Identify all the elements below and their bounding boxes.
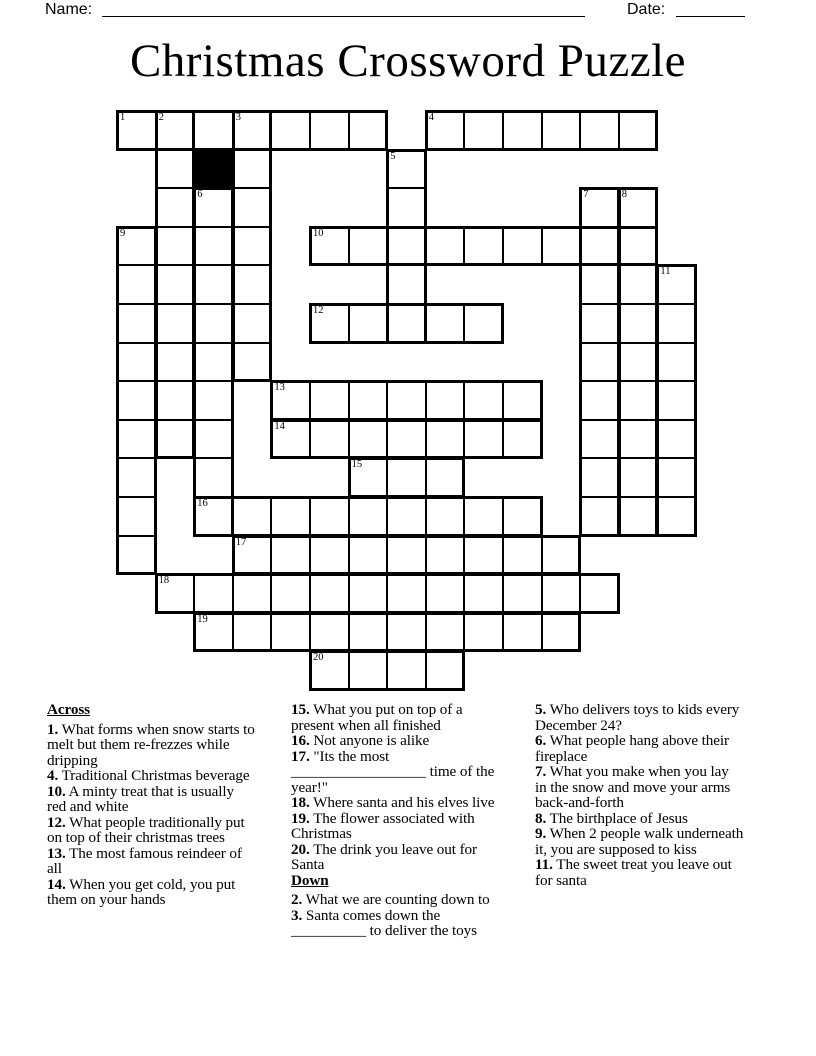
grid-cell — [116, 303, 157, 344]
grid-cell — [579, 303, 620, 344]
grid-cell — [270, 573, 311, 614]
clue-number: 11. — [535, 856, 553, 873]
clue-list-header: Across — [47, 701, 90, 718]
grid-cell — [155, 342, 196, 383]
grid-cell — [618, 187, 659, 228]
grid-cell — [232, 573, 273, 614]
grid-cell — [348, 303, 389, 344]
grid-cell — [425, 380, 466, 421]
grid-cell — [232, 496, 273, 537]
grid-cell — [348, 110, 389, 151]
black-cell — [193, 149, 234, 190]
grid-cell — [386, 573, 427, 614]
grid-cell — [309, 535, 350, 576]
grid-cell — [541, 573, 582, 614]
cell-number: 15 — [351, 459, 363, 471]
grid-cell — [618, 457, 659, 498]
clue-column-middle — [291, 702, 500, 939]
clue-16: 16. Not anyone is alike — [291, 732, 430, 749]
puzzle-title: Christmas Crossword Puzzle — [129, 35, 687, 87]
grid-cell — [386, 650, 427, 691]
grid-cell — [116, 419, 157, 460]
clue-number: 9. — [535, 825, 547, 842]
grid-cell — [386, 535, 427, 576]
grid-cell — [193, 496, 234, 537]
grid-cell — [618, 110, 659, 151]
cell-number: 11 — [660, 266, 671, 278]
grid-cell — [463, 496, 504, 537]
grid-cell — [463, 535, 504, 576]
clue-14: 14. When you get cold, you put them on your hands — [47, 875, 236, 908]
clue-4: 4. Traditional Christmas beverage — [47, 767, 250, 784]
name-fill-line — [102, 0, 585, 17]
grid-cell — [193, 187, 234, 228]
grid-cell — [579, 573, 620, 614]
grid-cell — [425, 650, 466, 691]
grid-cell — [579, 264, 620, 305]
grid-cell — [386, 612, 427, 653]
grid-cell — [425, 457, 466, 498]
grid-cell — [502, 496, 543, 537]
clue-17: 17. "Its the most __________________ time of the year!" — [291, 747, 495, 796]
grid-cell — [193, 457, 234, 498]
grid-cell — [656, 303, 697, 344]
grid-cell — [618, 303, 659, 344]
grid-cell — [618, 380, 659, 421]
grid-cell — [463, 303, 504, 344]
grid-cell — [270, 496, 311, 537]
grid-cell — [386, 457, 427, 498]
clue-13: 13. The most famous reindeer of all — [47, 844, 242, 877]
grid-cell — [309, 496, 350, 537]
grid-cell — [425, 419, 466, 460]
grid-cell — [116, 535, 157, 576]
grid-cell — [656, 380, 697, 421]
clue-number: 12. — [47, 813, 66, 831]
clue-number: 7. — [535, 763, 547, 780]
grid-cell — [463, 380, 504, 421]
grid-cell — [541, 110, 582, 151]
grid-cell — [541, 535, 582, 576]
grid-cell — [618, 496, 659, 537]
grid-cell — [618, 264, 659, 305]
grid-cell — [193, 264, 234, 305]
grid-cell — [309, 303, 350, 344]
grid-cell — [232, 535, 273, 576]
grid-cell — [541, 612, 582, 653]
name-label: Name: — [45, 1, 93, 18]
clue-number: 3. — [291, 906, 303, 924]
clue-6: 6. What people hang above their fireplace — [535, 732, 730, 765]
cell-number: 19 — [197, 613, 208, 625]
grid-cell — [116, 226, 157, 267]
grid-cell — [463, 573, 504, 614]
grid-cell — [618, 342, 659, 383]
clue-19: 19. The flower associated with Christmas — [291, 809, 475, 842]
date-fill-line — [676, 0, 745, 17]
grid-cell — [386, 496, 427, 537]
grid-cell — [463, 612, 504, 653]
grid-cell — [155, 419, 196, 460]
grid-cell — [270, 110, 311, 151]
grid-cell — [386, 264, 427, 305]
grid-cell — [232, 264, 273, 305]
grid-cell — [116, 457, 157, 498]
grid-cell — [425, 496, 466, 537]
grid-cell — [348, 496, 389, 537]
grid-cell — [502, 419, 543, 460]
grid-cell — [579, 110, 620, 151]
clue-10: 10. A minty treat that is usually red and white — [47, 782, 234, 815]
clue-number: 5. — [535, 701, 547, 718]
cell-number: 1 — [120, 112, 126, 123]
grid-cell — [502, 535, 543, 576]
grid-cell — [386, 419, 427, 460]
grid-cell — [502, 110, 543, 151]
clue-number: 14. — [47, 875, 66, 893]
grid-cell — [502, 573, 543, 614]
grid-cell — [348, 226, 389, 267]
clue-15: 15. What you put on top of a present when all finished — [291, 701, 463, 734]
grid-cell — [386, 303, 427, 344]
grid-cell — [656, 457, 697, 498]
clue-number: 20. — [291, 840, 310, 858]
grid-cell — [386, 226, 427, 267]
clue-18: 18. Where santa and his elves live — [291, 794, 495, 811]
clue-11: 11. The sweet treat you leave out for santa — [535, 856, 732, 889]
clue-number: 13. — [47, 844, 66, 862]
grid-cell — [541, 226, 582, 267]
grid-cell — [348, 612, 389, 653]
grid-cell — [232, 612, 273, 653]
grid-cell — [309, 650, 350, 691]
grid-cell — [193, 380, 234, 421]
grid-cell — [116, 496, 157, 537]
grid-cell — [502, 612, 543, 653]
clue-list-header: Down — [291, 871, 329, 889]
clue-1: 1. What forms when snow starts to melt but them re-frezzes while dripping — [47, 720, 255, 769]
grid-cell — [425, 573, 466, 614]
cell-number: 8 — [621, 189, 628, 201]
clue-9: 9. When 2 people walk underneath it, you are supposed to kiss — [535, 825, 744, 858]
cell-number: 3 — [235, 112, 242, 123]
grid-cell — [425, 535, 466, 576]
grid-cell — [116, 380, 157, 421]
cell-number: 10 — [313, 227, 324, 239]
cell-number: 12 — [313, 305, 324, 316]
clue-5: 5. Who delivers toys to kids every December 24? — [535, 701, 740, 734]
clue-number: 10. — [47, 782, 66, 800]
grid-cell — [656, 496, 697, 537]
grid-cell — [193, 303, 234, 344]
grid-cell — [309, 380, 350, 421]
date-label: Date: — [627, 1, 666, 18]
grid-cell — [348, 573, 389, 614]
grid-cell — [386, 149, 427, 190]
grid-cell — [116, 264, 157, 305]
grid-cell — [309, 419, 350, 460]
grid-cell — [270, 419, 311, 460]
grid-cell — [155, 380, 196, 421]
grid-cell — [386, 187, 427, 228]
grid-cell — [232, 149, 273, 190]
cell-number: 6 — [197, 189, 203, 201]
clue-number: 15. — [291, 701, 310, 718]
clue-number: 8. — [535, 809, 547, 827]
grid-cell — [193, 573, 234, 614]
clue-column-right — [535, 702, 744, 888]
grid-cell — [155, 573, 196, 614]
clue-number: 16. — [291, 732, 310, 749]
clue-number: 17. — [291, 747, 310, 765]
grid-cell — [348, 457, 389, 498]
grid-cell — [232, 110, 273, 151]
clue-8: 8. The birthplace of Jesus — [535, 809, 688, 827]
cell-number: 13 — [274, 382, 285, 394]
grid-cell — [579, 496, 620, 537]
cell-number: 18 — [158, 575, 170, 587]
grid-cell — [656, 342, 697, 383]
grid-cell — [348, 380, 389, 421]
grid-cell — [425, 612, 466, 653]
clue-number: 18. — [291, 794, 310, 811]
grid-cell — [656, 419, 697, 460]
cell-number: 9 — [120, 227, 126, 239]
clue-2: 2. What we are counting down to — [291, 891, 490, 908]
grid-cell — [232, 187, 273, 228]
cell-number: 14 — [274, 420, 285, 432]
grid-cell — [155, 187, 196, 228]
grid-cell — [193, 612, 234, 653]
grid-cell — [193, 419, 234, 460]
grid-cell — [579, 380, 620, 421]
grid-cell — [502, 380, 543, 421]
grid-cell — [155, 149, 196, 190]
grid-cell — [155, 110, 196, 151]
clue-number: 6. — [535, 732, 547, 749]
cell-number: 17 — [235, 536, 247, 548]
clue-7: 7. What you make when you lay in the snow and move your arms back-and-forth — [535, 763, 731, 811]
grid-cell — [309, 612, 350, 653]
grid-cell — [579, 342, 620, 383]
grid-cell — [425, 226, 466, 267]
cell-number: 7 — [583, 189, 589, 201]
grid-cell — [463, 419, 504, 460]
grid-cell — [618, 226, 659, 267]
grid-cell — [463, 226, 504, 267]
grid-cell — [232, 342, 273, 383]
clue-number: 1. — [47, 720, 59, 738]
grid-cell — [270, 380, 311, 421]
grid-cell — [425, 110, 466, 151]
clue-column-left — [47, 702, 256, 908]
grid-cell — [656, 264, 697, 305]
grid-cell — [309, 573, 350, 614]
grid-cell — [232, 226, 273, 267]
grid-cell — [348, 419, 389, 460]
clue-20: 20. The drink you leave out for Santa — [291, 840, 477, 873]
grid-cell — [270, 612, 311, 653]
grid-cell — [579, 457, 620, 498]
grid-cell — [425, 303, 466, 344]
grid-cell — [579, 419, 620, 460]
cell-number: 5 — [390, 150, 396, 162]
clue-number: 4. — [47, 767, 59, 784]
grid-cell — [502, 226, 543, 267]
cell-number: 4 — [428, 112, 435, 123]
grid-cell — [116, 342, 157, 383]
cell-number: 16 — [197, 498, 208, 509]
grid-cell — [618, 419, 659, 460]
cell-number: 2 — [158, 112, 164, 123]
grid-cell — [155, 303, 196, 344]
grid-cell — [155, 226, 196, 267]
grid-cell — [155, 264, 196, 305]
clue-12: 12. What people traditionally put on top of their christmas trees — [47, 813, 245, 846]
grid-cell — [193, 342, 234, 383]
clue-number: 2. — [291, 891, 303, 908]
grid-cell — [309, 110, 350, 151]
grid-cell — [270, 535, 311, 576]
clue-number: 19. — [291, 809, 310, 827]
grid-cell — [193, 110, 234, 151]
grid-cell — [193, 226, 234, 267]
grid-cell — [232, 303, 273, 344]
grid-cell — [309, 226, 350, 267]
cell-number: 20 — [313, 652, 324, 664]
grid-cell — [348, 650, 389, 691]
grid-cell — [386, 380, 427, 421]
grid-cell — [116, 110, 157, 151]
grid-cell — [579, 187, 620, 228]
grid-cell — [348, 535, 389, 576]
grid-cell — [579, 226, 620, 267]
grid-cell — [463, 110, 504, 151]
clue-3: 3. Santa comes down the __________ to deliver the toys — [291, 906, 477, 939]
